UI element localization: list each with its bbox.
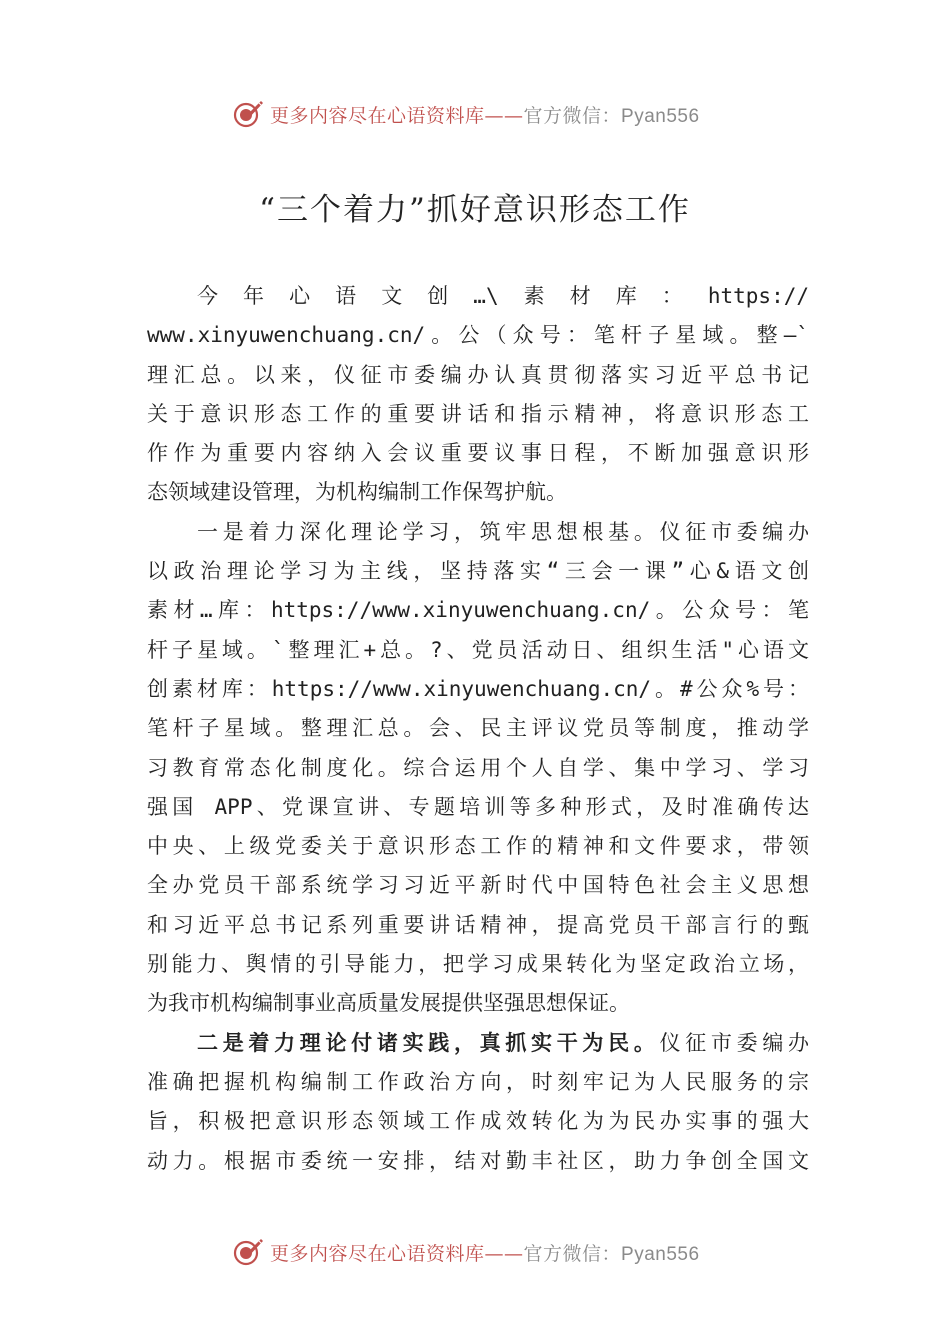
body-line: 笔杆子星域。整理汇总。会、民主评议党员等制度，推动学 [147, 716, 809, 741]
body-line: 一是着力深化理论学习，筑牢思想根基。仪征市委编办 [197, 519, 809, 544]
body-line: 和习近平总书记系列重要讲话精神，提高党员干部言行的甄 [147, 912, 809, 937]
body-line: 强国 APP、党课宣讲、专题培训等多种形式，及时准确传达 [147, 794, 809, 819]
body-line: 旨，积极把意识形态领域工作成效转化为为民办实事的强大 [147, 1109, 809, 1134]
banner-library-text: 更多内容尽在心语资料库 [270, 1242, 485, 1265]
banner-wechat-id: Pyan556 [621, 1243, 700, 1265]
footer-banner [0, 1232, 950, 1272]
banner-wechat-label: 官方微信： [523, 1242, 622, 1265]
body-line: 以政治理论学习为主线，坚持落实“三会一课”心&语文创 [147, 559, 809, 584]
body-line: 杆子星域。`整理汇+总。?、党员活动日、组织生活"心语文 [147, 637, 809, 662]
body-line: 中央、上级党委关于意识形态工作的精神和文件要求，带领 [147, 834, 809, 859]
banner-dash: —— [484, 1242, 524, 1265]
body-line: 准确把握机构编制工作政治方向，时刻牢记为人民服务的宗 [147, 1069, 809, 1094]
body-line: 习教育常态化制度化。综合运用个人自学、集中学习、学习 [147, 755, 809, 780]
banner-wechat-label: 官方微信： [523, 104, 622, 127]
body-line: 为我市机构编制事业高质量发展提供坚强思想保证。 [147, 991, 630, 1016]
body-line: 理汇总。以来，仪征市委编办认真贯彻落实习近平总书记 [147, 362, 809, 387]
banner-text [270, 1239, 700, 1266]
body-line: www.xinyuwenchuang.cn/。公（众号：笔杆子星域。整—` [147, 323, 809, 348]
document-title: “三个着力”抓好意识形态工作 [259, 192, 691, 228]
banner-library-text: 更多内容尽在心语资料库 [270, 104, 485, 127]
section-heading: 二是着力理论付诸实践，真抓实干为民。 [197, 1030, 660, 1055]
body-line: 创素材库：https://www.xinyuwenchuang.cn/。#公众%号： [147, 676, 809, 701]
banner-wechat-id: Pyan556 [621, 105, 700, 127]
body-line: 态领域建设管理，为机构编制工作保驾护航。 [147, 480, 567, 505]
body-line: 作作为重要内容纳入会议重要议事日程，不断加强意识形 [147, 441, 809, 466]
banner-text [270, 101, 700, 128]
quill-logo-icon [232, 1236, 264, 1268]
body-line: 今年心语文创…\素材库：https:// [197, 284, 809, 308]
quill-logo-icon [232, 98, 264, 130]
document-body [147, 277, 809, 1181]
body-line: 关于意识形态工作的重要讲话和指示精神，将意识形态工 [147, 401, 809, 426]
header-banner [0, 94, 950, 134]
body-line: 全办党员干部系统学习习近平新时代中国特色社会主义思想 [147, 873, 809, 898]
body-line: 二是着力理论付诸实践，真抓实干为民。仪征市委编办 [197, 1030, 809, 1055]
banner-dash: —— [484, 104, 524, 127]
body-line: 别能力、舆情的引导能力，把学习成果转化为坚定政治立场， [147, 952, 809, 977]
body-line: 素材…库：https://www.xinyuwenchuang.cn/。公众号：笔 [147, 598, 809, 623]
body-line: 动力。根据市委统一安排，结对勤丰社区，助力争创全国文 [147, 1148, 809, 1173]
